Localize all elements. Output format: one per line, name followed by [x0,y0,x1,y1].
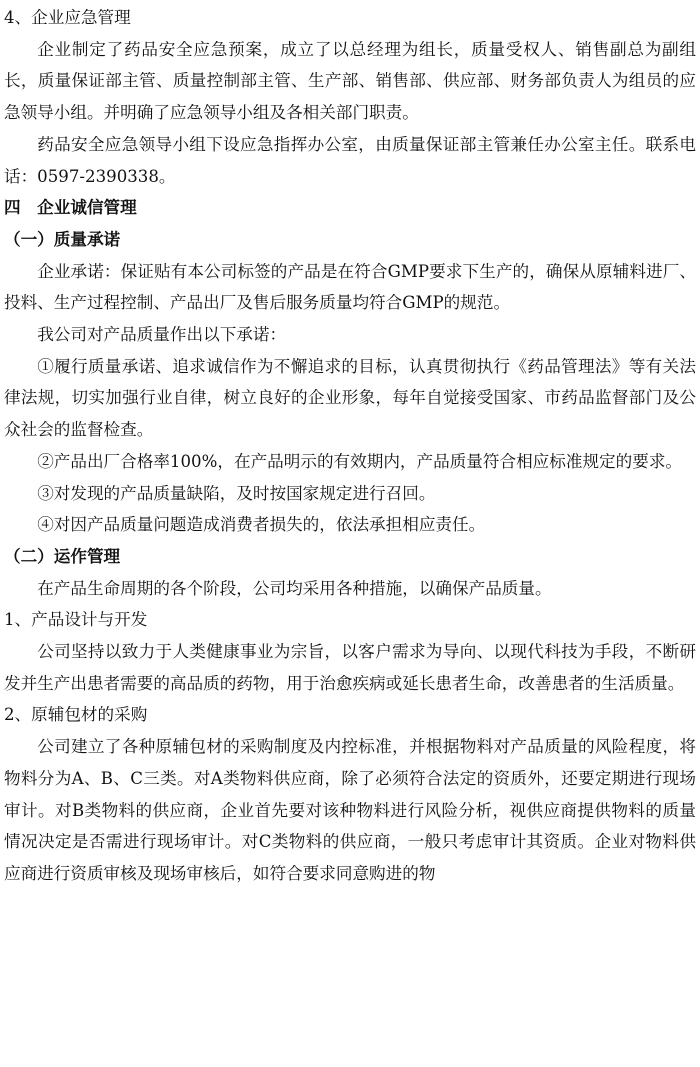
section-heading-product-design: 1、产品设计与开发 [4,610,148,630]
commitment-item-3: ③对发现的产品质量缺陷，及时按国家规定进行召回。 [37,483,436,503]
paragraph-company-commitment: 企业承诺：保证贴有本公司标签的产品是在符合GMP要求下生产的，确保从原辅料进厂、投料、生产过程控制、产品出厂及售后服务质量均符合GMP的规范。 [4,261,696,313]
commitment-item-1: ①履行质量承诺、追求诚信作为不懈追求的目标，认真贯彻执行《药品管理法》等有关法律法规，切实加强行业自律，树立良好的企业形象，每年自觉接受国家、市药品监督部门及公众社会的监督检查。 [4,356,696,440]
paragraph-emergency-office: 药品安全应急领导小组下设应急指挥办公室，由质量保证部主管兼任办公室主任。联系电话：0597-2390338。 [4,134,696,186]
paragraph-operation-intro: 在产品生命周期的各个阶段，公司均采用各种措施，以确保产品质量。 [37,578,552,598]
paragraph-commitment-intro: 我公司对产品质量作出以下承诺： [37,325,287,345]
commitment-item-4: ④对因产品质量问题造成消费者损失的，依法承担相应责任。 [37,515,486,535]
paragraph-emergency-team: 企业制定了药品安全应急预案，成立了以总经理为组长，质量受权人、销售副总为副组长，质量保证部主管、质量控制部主管、生产部、销售部、供应部、财务部负责人为组员的应急领导小组。并明确了应急领导小组及各相关部门职责。 [4,39,696,123]
subsection-heading-operation: （二）运作管理 [4,546,121,566]
section-heading-integrity: 四 企业诚信管理 [4,198,137,218]
commitment-item-2: ②产品出厂合格率100%，在产品明示的有效期内，产品质量符合相应标准规定的要求。 [37,451,682,471]
subsection-heading-quality-commitment: （一）质量承诺 [4,229,121,249]
paragraph-procurement: 公司建立了各种原辅包材的采购制度及内控标准，并根据物料对产品质量的风险程度，将物料分为A、B、C三类。对A类物料供应商，除了必须符合法定的资质外，还要定期进行现场审计。对B类物料的供应商，企业首先要对该种物料进行风险分析，视供应商提供物料的质量情况决定是否需进行现场审计。对C类物料的供应商，一般只考虑审计其资质。企业对物料供应商进行资质审核及现场审核后，如符合要求同意购进的物 [4,737,696,883]
section-heading-procurement: 2、原辅包材的采购 [4,705,148,725]
section-heading-emergency: 4、企业应急管理 [4,8,131,27]
paragraph-product-design: 公司坚持以致力于人类健康事业为宗旨，以客户需求为导向、以现代科技为手段，不断研发并生产出患者需要的高品质的药物，用于治愈疾病或延长患者生命，改善患者的生活质量。 [4,642,696,693]
